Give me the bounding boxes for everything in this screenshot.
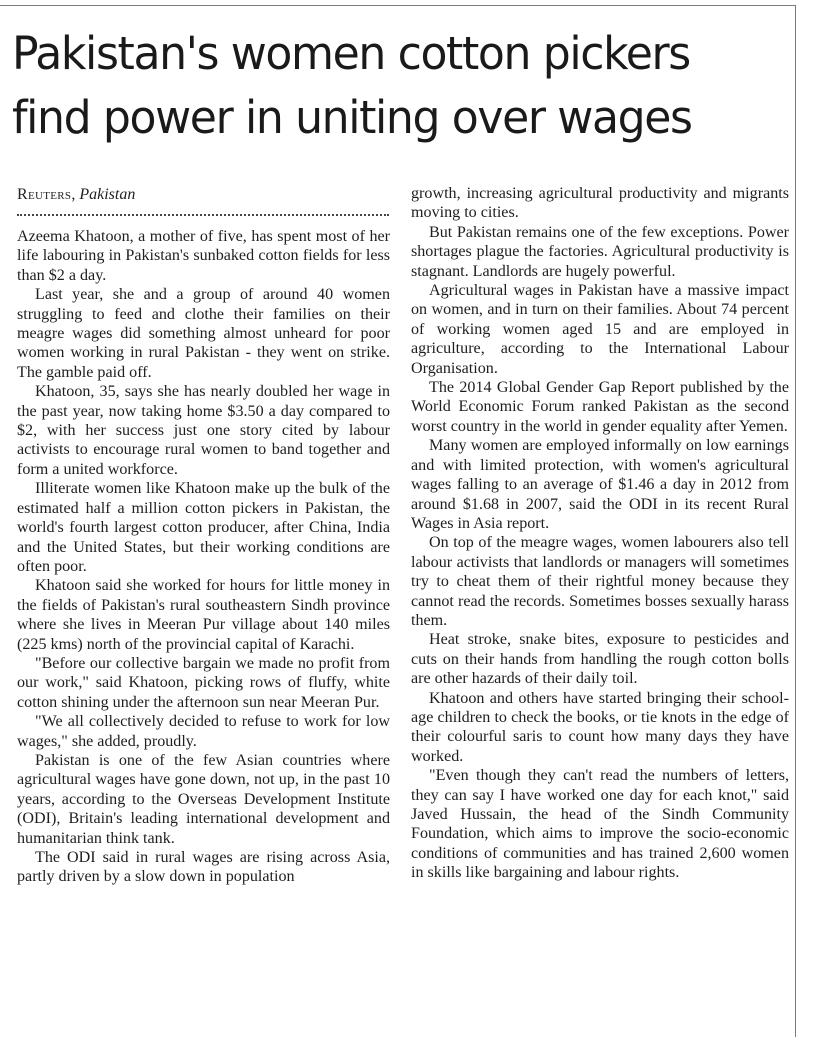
paragraph-continued: growth, increasing agricultural productivity and migrants moving to cities. [411,185,789,222]
paragraph: "Even though they can't read the numbers of letters, they can say I have worked one day for each knot," said Javed Hussain, the head of the Sindh Community Foundation, which aims to improve the socio-economic conditions of communities and has trained 2,600 women in skills like bargaining and labour rights. [411,767,789,882]
paragraph: Khatoon and others have started bringing their school-age children to check the books, or tie knots in the edge of their colourful saris to count how many days they have worked. [411,689,789,765]
right-border-rule [795,5,796,1037]
paragraph: "We all collectively decided to refuse to work for low wages," she added, proudly. [17,713,390,750]
paragraph: Agricultural wages in Pakistan have a massive impact on women, and in turn on their families. About 74 percent of working women aged 15 and are employed in agriculture, according to the International Labour Organisation. [411,282,789,377]
byline-separator: , [71,186,80,203]
paragraph: Pakistan is one of the few Asian countries where agricultural wages have gone down, not up, in the past 10 years, according to the Overseas Development Institute (ODI), Britain's leading international development and humanitarian think tank. [17,751,390,847]
paragraph: Last year, she and a group of around 40 women struggling to feed and clothe their families on their meagre wages did something almost unheard for poor women working in rural Pakistan - they went on strike. The gamble paid off. [17,286,390,381]
paragraph: On top of the meagre wages, women labourers also tell labour activists that landlords or managers will sometimes try to cheat them of their rightful money because they cannot read the records. Sometimes bosses sexually harass them. [411,534,789,629]
paragraph: Khatoon said she worked for hours for little money in the fields of Pakistan's rural southeastern Sindh province where she lives in Meeran Pur village about 140 miles (225 kms) north of the provincial capital of Karachi. [17,577,390,653]
article-headline: Pakistan's women cotton pickers find power in uniting over wages [12,27,692,144]
paragraph: Many women are employed informally on low earnings and with limited protection, with women's agricultural wages falling to an average of $1.46 a day in 2012 from around $1.68 in 2007, said the ODI in its recent Rural Wages in Asia report. [411,437,789,532]
byline-dotted-divider [17,214,389,216]
top-border-rule [0,5,795,6]
byline [17,186,135,204]
paragraph: But Pakistan remains one of the few exceptions. Power shortages plague the factories. Agricultural productivity is stagnant. Landlords are hugely powerful. [411,223,789,280]
paragraph: The 2014 Global Gender Gap Report published by the World Economic Forum ranked Pakistan as the second worst country in the world in gender equality after Yemen. [411,379,789,435]
article-column-right [411,184,789,883]
paragraph: Illiterate women like Khatoon make up the bulk of the estimated half a million cotton pickers in Pakistan, the world's fourth largest cotton producer, after China, India and the United States, but their working conditions are often poor. [17,480,390,575]
paragraph: Khatoon, 35, says she has nearly doubled her wage in the past year, now taking home $3.50 a day compared to $2, with her success just one story cited by labour activists to encourage rural women to band together and form a united workforce. [17,383,390,478]
article-column-left [17,227,390,887]
byline-location: Pakistan [79,186,136,203]
paragraph: Azeema Khatoon, a mother of five, has spent most of her life labouring in Pakistan's sunbaked cotton fields for less than $2 a day. [17,228,390,284]
paragraph: The ODI said in rural wages are rising across Asia, partly driven by a slow down in population [17,849,390,886]
byline-agency: Reuters [17,186,72,203]
paragraph: Heat stroke, snake bites, exposure to pesticides and cuts on their hands from handling the rough cotton bolls are other hazards of their daily toil. [411,631,789,688]
paragraph: "Before our collective bargain we made no profit from our work," said Khatoon, picking rows of fluffy, white cotton shining under the afternoon sun near Meeran Pur. [17,654,390,711]
